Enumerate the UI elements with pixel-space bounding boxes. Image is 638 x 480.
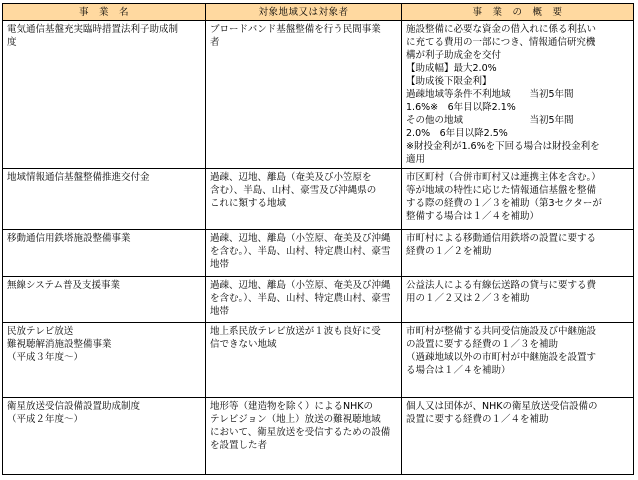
cell-text-line: を含む。）、半島、山村、特定農山村、豪雪 [210, 293, 391, 304]
program-table [2, 3, 634, 475]
cell-text-line: 2.0% 6年目以降2.5% [406, 128, 508, 139]
target-cell [206, 277, 402, 323]
cell-text-line: 地上系民放テレビ放送が１波も良好に受 [210, 326, 381, 337]
overview-cell [402, 21, 634, 169]
table-row [3, 323, 634, 398]
table-header-row [3, 4, 634, 21]
cell-text-line: 過疎、辺地、離島（小笠原、奄美及び沖縄 [210, 280, 391, 291]
cell-text-line: を含む。）、半島、山村、特定農山村、豪雪 [210, 246, 391, 257]
cell-text-line: 者 [210, 37, 220, 48]
cell-text-line: （過疎地域以外の市町村が中継施設を設置す [406, 352, 597, 363]
cell-text-line: 含む）、半島、山村、豪雪及び沖縄県の [210, 185, 377, 196]
overview-cell [402, 277, 634, 323]
table-row [3, 398, 634, 475]
cell-text-line: （平成３年度～） [7, 352, 84, 363]
cell-text-line: 構が利子助成金を交付 [406, 50, 502, 61]
cell-text-line: 信できない地域 [210, 339, 277, 350]
cell-text-line: において、衛星放送を受信するための設備 [210, 427, 391, 438]
program-name-cell [3, 21, 206, 169]
cell-text-line: 地帯 [210, 306, 230, 317]
header-target: 対象地域又は対象者 [206, 4, 402, 21]
cell-text-line: 個人又は団体が、NHKの衛星放送受信設備の [406, 401, 598, 412]
cell-text-line: 【助成幅】最大2.0% [406, 63, 497, 74]
cell-text-line: 移動通信用鉄塔施設整備事業 [7, 233, 131, 244]
cell-text-line: 等が地域の特性に応じた情報通信基盤を整備 [406, 185, 597, 196]
cell-text-line: 用の１／２又は２／３を補助 [406, 293, 530, 304]
target-cell [206, 230, 402, 277]
cell-text-line: 整備する場合は１／４を補助） [406, 211, 540, 222]
program-name-cell [3, 277, 206, 323]
target-cell [206, 169, 402, 230]
cell-text-line: 地帯 [210, 259, 230, 270]
table-row [3, 230, 634, 277]
cell-text-line: 1.6%※ 6年目以降2.1% [406, 102, 516, 113]
cell-text-line: 市町村による移動通信用鉄塔の設置に要する [406, 233, 597, 244]
target-cell [206, 21, 402, 169]
cell-text-line: 地形等（建造物を除く）によるNHKの [210, 401, 373, 412]
header-program-name: 事 業 名 [3, 4, 206, 21]
cell-text-line: 市区町村（合併市町村又は連携主体を含む。） [406, 172, 601, 183]
cell-text-line: 難視聴解消施設整備事業 [7, 339, 112, 350]
cell-text-line: テレビジョン（地上）放送の難視聴地域 [210, 414, 381, 425]
table-row [3, 277, 634, 323]
cell-text-line: 無線システム普及支援事業 [7, 280, 121, 291]
overview-cell [402, 169, 634, 230]
cell-text-line: る場合は１／４を補助） [406, 365, 511, 376]
cell-text-line: ブロードバンド基盤整備を行う民間事業 [210, 24, 381, 35]
cell-text-line: 設置に要する経費の１／４を補助 [406, 414, 549, 425]
cell-text-line: 電気通信基盤充実臨時措置法利子助成制 [7, 24, 179, 35]
cell-text-line: 施設整備に必要な資金の借入れに係る利払い [406, 24, 597, 35]
cell-text-line: ※財投金利が1.6%を下回る場合は財投金利を [406, 141, 600, 152]
cell-text-line: （平成２年度～） [7, 414, 84, 425]
cell-text-line: 度 [7, 37, 17, 48]
overview-cell [402, 398, 634, 475]
overview-cell [402, 323, 634, 398]
cell-text-line: 地域情報通信基盤整備推進交付金 [7, 172, 150, 183]
cell-text-line: 過疎、辺地、離島（小笠原、奄美及び沖縄 [210, 233, 391, 244]
cell-text-line: の設置に要する経費の１／３を補助 [406, 339, 559, 350]
program-name-cell [3, 230, 206, 277]
cell-text-line: 公益法人による有線伝送路の貸与に要する費 [406, 280, 597, 291]
cell-text-line: を設置した者 [210, 440, 268, 451]
overview-cell [402, 230, 634, 277]
table-row [3, 169, 634, 230]
program-name-cell [3, 398, 206, 475]
target-cell [206, 323, 402, 398]
cell-text-line: これに類する地域 [210, 198, 287, 209]
cell-text-line: 民放テレビ放送 [7, 326, 74, 337]
cell-text-line: 過疎、辺地、離島（奄美及び小笠原を [210, 172, 372, 183]
cell-text-line: に充てる費用の一部につき、情報通信研究機 [406, 37, 596, 48]
target-cell [206, 398, 402, 475]
cell-text-line: その他の地域 当初5年間 [406, 115, 574, 126]
cell-text-line: する際の経費の１／３を補助（第3セクターが [406, 198, 602, 209]
cell-text-line: 【助成後下限金利】 [406, 76, 492, 87]
program-name-cell [3, 169, 206, 230]
header-overview: 事 業 の 概 要 [402, 4, 634, 21]
program-name-cell [3, 323, 206, 398]
cell-text-line: 適用 [406, 154, 426, 165]
cell-text-line: 衛星放送受信設備設置助成制度 [7, 401, 141, 412]
table-row [3, 21, 634, 169]
cell-text-line: 過疎地域等条件不利地域 当初5年間 [406, 89, 574, 100]
cell-text-line: 経費の１／２を補助 [406, 246, 492, 257]
cell-text-line: 市町村が整備する共同受信施設及び中継施設 [406, 326, 597, 337]
